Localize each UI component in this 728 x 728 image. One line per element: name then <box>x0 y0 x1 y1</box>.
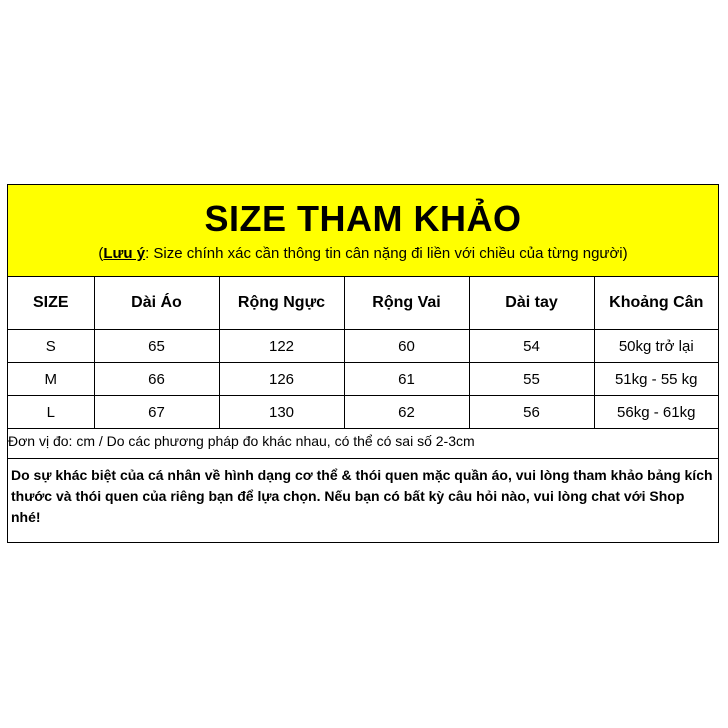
table-cell: 66 <box>94 363 219 396</box>
note-text: : Size chính xác cần thông tin cân nặng đi liền với chiều của từng người) <box>145 245 628 262</box>
unit-note: Đơn vị đo: cm / Do các phương pháp đo khác nhau, có thể có sai số 2-3cm <box>8 429 718 459</box>
table-cell: 130 <box>219 396 344 429</box>
header-rong-nguc: Rộng Ngực <box>219 277 344 330</box>
table-row <box>8 396 718 429</box>
table-cell: 62 <box>344 396 469 429</box>
note-open-paren: ( <box>98 245 104 262</box>
table-cell: 56 <box>469 396 594 429</box>
table-cell: 55 <box>469 363 594 396</box>
table-cell: 126 <box>219 363 344 396</box>
header-dai-ao: Dài Áo <box>94 277 219 330</box>
note-label: Lưu ý <box>103 245 146 262</box>
table-cell: 122 <box>219 330 344 363</box>
header-size: SIZE <box>8 277 94 330</box>
table-row <box>8 330 718 363</box>
table-cell: L <box>8 396 94 429</box>
header-rong-vai: Rộng Vai <box>344 277 469 330</box>
table-cell: 54 <box>469 330 594 363</box>
title-banner <box>8 185 718 277</box>
table-header-row <box>8 277 718 330</box>
table-cell: 56kg - 61kg <box>594 396 718 429</box>
chart-title: SIZE THAM KHẢO <box>204 198 522 239</box>
table-cell: 51kg - 55 kg <box>594 363 718 396</box>
table-cell: 60 <box>344 330 469 363</box>
table-cell: 61 <box>344 363 469 396</box>
table-cell: S <box>8 330 94 363</box>
header-dai-tay: Dài tay <box>469 277 594 330</box>
table-cell: 67 <box>94 396 219 429</box>
size-chart <box>7 184 719 543</box>
advice-text: Do sự khác biệt của cá nhân về hình dạng cơ thể & thói quen mặc quần áo, vui lòng tham khảo bảng kích thước và thói quen của riêng bạn để lựa chọn. Nếu bạn có bất kỳ câu hỏi nào, vui lòng chat với Shop nhé! <box>11 467 713 525</box>
table-cell: M <box>8 363 94 396</box>
size-table <box>8 277 718 429</box>
size-note <box>8 245 718 262</box>
table-cell: 65 <box>94 330 219 363</box>
table-cell: 50kg trở lại <box>594 330 718 363</box>
header-khoang-can: Khoảng Cân <box>594 277 718 330</box>
table-row <box>8 363 718 396</box>
